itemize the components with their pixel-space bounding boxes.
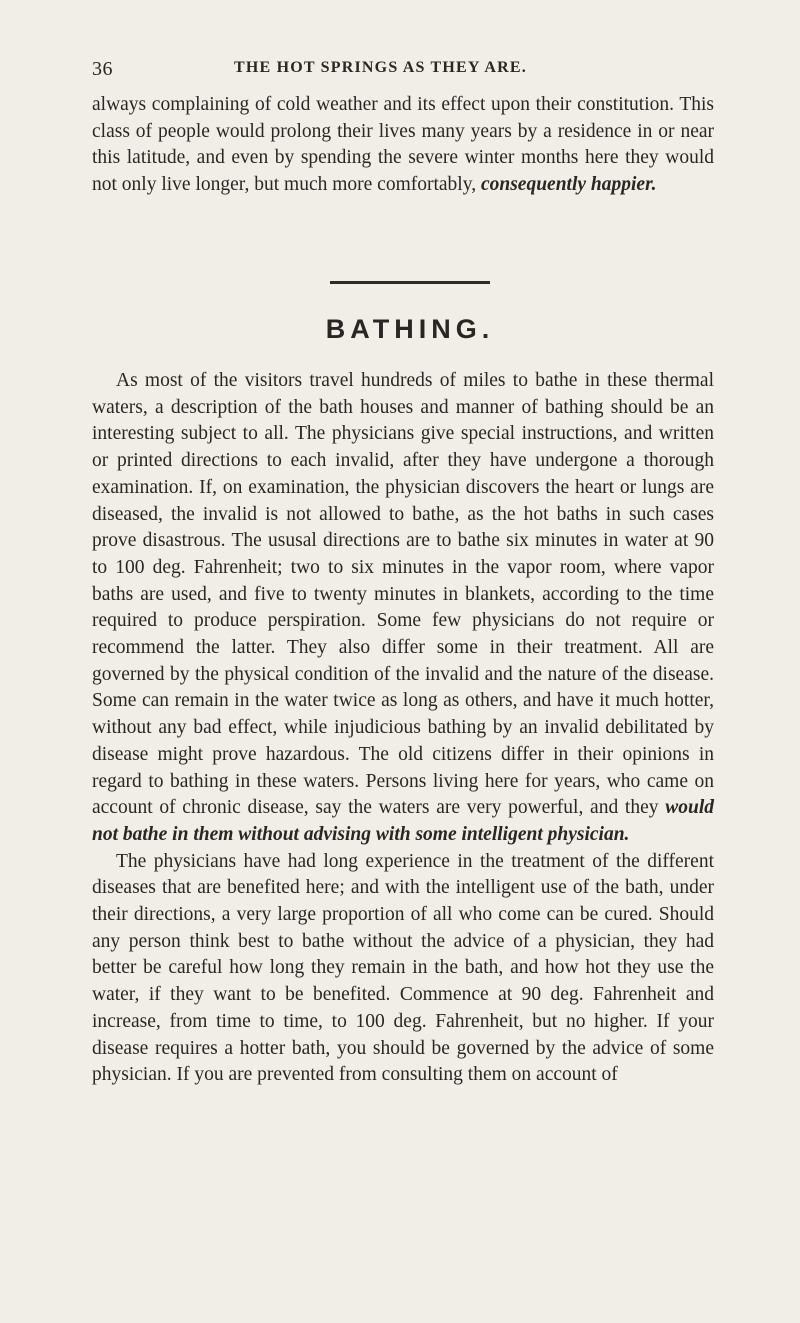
paragraph-2-text: As most of the visitors travel hundreds of miles to bathe in these thermal waters, a description of the bath houses and manner of bathing should be an interesting subject to all. The physicians give special instructions, and written or printed directions to each invalid, after they have undergone a thorough examination. If, on examination, the physician discovers the heart or lungs are diseased, the invalid is not allowed to bathe, as the hot baths in such cases prove disastrous. The ususal directions are to bathe six minutes in water at 90 to 100 deg. Fahrenheit; two to six minutes in the vapor room, where vapor baths are used, and five to twenty minutes in blankets, according to the time required to produce perspiration. Some few physicians do not require or recommend the latter. They also differ some in their treatment. All are governed by the physical condition of the invalid and the nature of the disease. Some can remain in the water twice as long as others, and have it much hotter, without any bad effect, while injudicious bathing by an invalid debilitated by disease might prove hazardous. The old citizens differ in their opinions in regard to bathing in these waters. Persons living here for years, who came on account of chronic disease, say the waters are very powerful, and they (92, 370, 714, 819)
paragraph-3: The physicians have had long experience in the treatment of the different diseases that are benefited here; and with the intelligent use of the bath, under their directions, a very large proportion of all who come can be cured. Should any person think best to bathe without the advice of a physician, they had better be careful how long they remain in the bath, and how hot they use the water, if they want to be benefited. Commence at 90 deg. Fahrenheit and increase, from time to time, to 100 deg. Fahrenheit, but no higher. If your disease requires a hotter bath, you should be governed by the advice of some physician. If you are prevented from consulting them on account of (92, 850, 714, 1086)
page-number: 36 (92, 58, 113, 80)
section-divider (330, 281, 490, 284)
running-head: THE HOT SPRINGS AS THEY ARE. (234, 59, 527, 76)
intro-text (92, 92, 714, 199)
page-header (92, 58, 712, 82)
section-body (92, 368, 714, 1089)
intro-paragraph-emphasis: consequently happier. (480, 174, 657, 196)
section-heading: BATHING. (325, 314, 495, 344)
paragraph-2-emphasis: would not bathe in them without advising with some intelligent physician. (92, 797, 714, 845)
intro-paragraph-text: always complaining of cold weather and its effect upon their constitution. This class of people would prolong their lives many years by a residence in or near this latitude, and even by spending the severe winter months here they would not only live longer, but much more comfortably, (92, 94, 714, 196)
intro-paragraph (92, 92, 714, 199)
paragraph-2 (92, 368, 714, 849)
